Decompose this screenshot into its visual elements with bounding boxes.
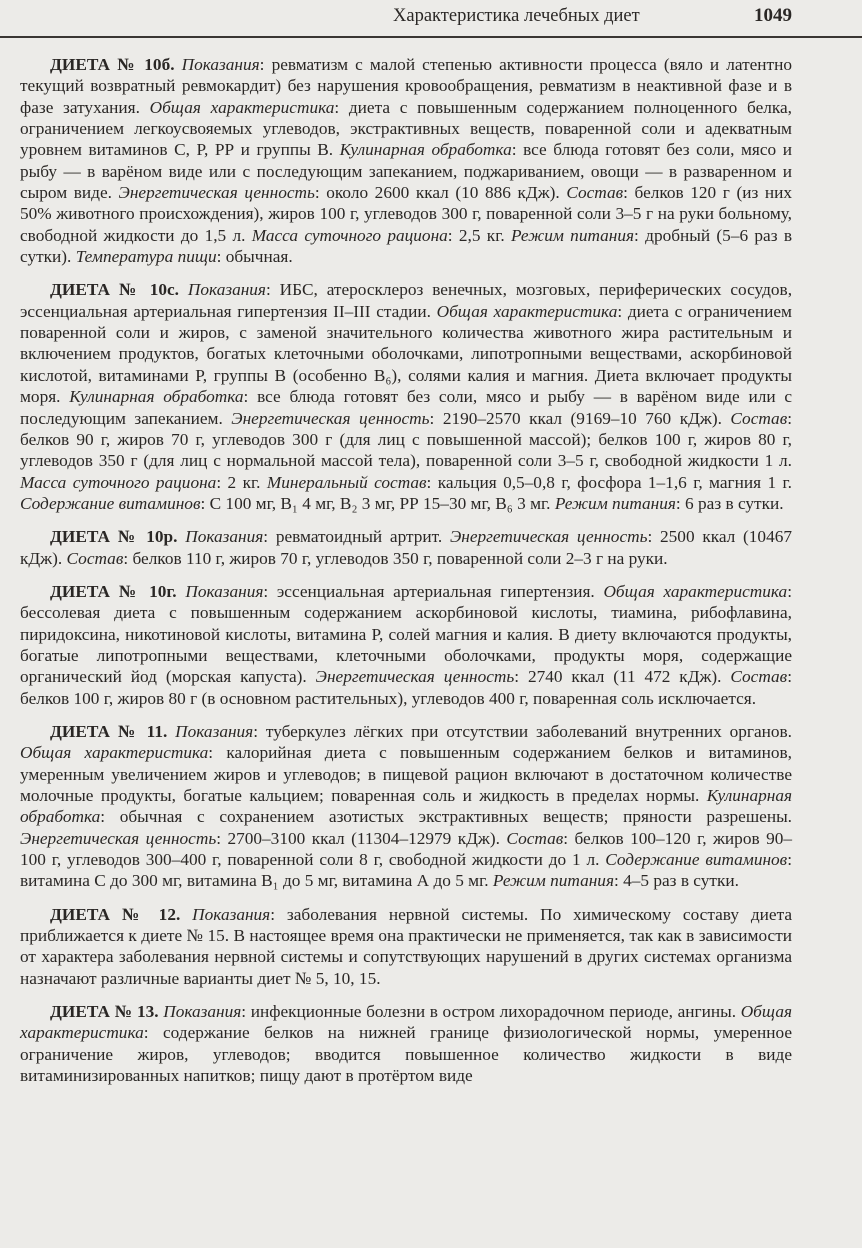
- field-text: около 2600 ккал (10 886 кДж).: [326, 183, 560, 203]
- field-label: Минеральный состав: [266, 472, 427, 492]
- field-label: Показания: [175, 721, 254, 741]
- field-text: 6 раз в сутки.: [685, 493, 784, 513]
- page-number: 1049: [754, 5, 792, 26]
- field-text: содержание белков на нижней границе физиологической нормы, умеренное ограничение жиров, углеводов; вводится повышенное количество жидкости в виде витаминизированных напитков; пищу дают в протёртом виде: [20, 1023, 792, 1086]
- field-label: Энергетическая ценность: [315, 667, 515, 687]
- field-text: белков 120 г (из них 50% животного происхождения), жиров 100 г, углеводов 300 г, поваренной соли 3–5 г на руки больному, свободной жидкости до 1,5 л.: [20, 183, 793, 245]
- diet-title: ДИЕТА № 10б.: [50, 55, 175, 74]
- diet-entry: ДИЕТА № 13. Показания: инфекционные болезни в остром лихорадочном периоде, ангины. Общая характеристика: содержание белков на нижней границе физиологической нормы, умеренное ограничение жиров, углеводов; вводится повышенное количество жидкости в виде витаминизированных напитков; пищу дают в протёртом виде: [20, 1002, 793, 1086]
- diet-entry: ДИЕТА № 11. Показания: туберкулез лёгких при отсутствии заболеваний внутренних органов. Общая характеристика: калорийная диета с повышенным содержанием белков и витаминов, умеренным увеличением жиров и углеводов; в пищевой рацион включают в достаточном количестве молочные продукты, богатые кальцием; поваренная соль и жидкость в пределах нормы. Кулинарная обработка: обычная с сохранением азотистых экстрактивных веществ; пряности разрешены. Энергетическая ценность: 2700–3100 ккал (11304–12979 кДж). Состав: белков 100–120 г, жиров 90–100 г, углеводов 300–400 г, поваренной соли 8 г, свободной жидкости до 1 л. Содержание витаминов: витамина С до 300 мг, витамина B₁ до 5 мг, витамина А до 5 мг. Режим питания: 4–5 раз в сутки.: [20, 721, 792, 891]
- field-label: Состав: [730, 667, 788, 687]
- field-label: Показания: [181, 55, 260, 74]
- field-text: бессолевая диета с повышенным содержанием аскорбиновой кислоты, тиамина, рибофлавина, пиридоксина, никотиновой кислоты, витамина Р, солей магния и калия. В диету включаются продукты, богатые липотропными веществами, клеточными оболочками, продукты моря, содержащие органический йод (морская капуста).: [20, 603, 792, 687]
- diet-title: ДИЕТА № 13.: [50, 1002, 159, 1022]
- field-text: С 100 мг, B₁ 4 мг, B₂ 3 мг, РР 15–30 мг, B₆ 3 мг.: [209, 493, 551, 513]
- field-label: Кулинарная обработка: [69, 387, 244, 407]
- field-label: Показания: [187, 280, 266, 300]
- field-label: Энергетическая ценность: [20, 828, 217, 848]
- field-text: 4–5 раз в сутки.: [623, 871, 739, 891]
- diet-title: ДИЕТА № 11.: [50, 721, 168, 741]
- field-text: все блюда готовят без соли, мясо и рыбу — в варёном виде или с последующим запеканием, поджариванием, овощи — в разваренном и сыром виде.: [20, 140, 792, 203]
- field-text: обычная.: [225, 247, 293, 267]
- field-text: кальция 0,5–0,8 г, фосфора 1–1,6 г, магния 1 г.: [437, 472, 792, 492]
- field-label: Общая характеристика: [20, 743, 209, 763]
- field-text: ревматоидный артрит.: [275, 527, 443, 547]
- field-text: белков 90 г, жиров 70 г, углеводов 300 г (для лиц с повышенной массой); белков 100 г, жиров 80 г, углеводов 350 г (для лиц с нормальной массой тела), поваренной соли 3–5 г, свободной жидкости 1 л.: [20, 429, 792, 471]
- page-body: [20, 54, 792, 1098]
- diet-title: ДИЕТА № 12.: [50, 904, 181, 924]
- diet-title: ДИЕТА № 10р.: [50, 527, 178, 547]
- field-label: Кулинарная обработка: [20, 786, 792, 827]
- diet-entry: ДИЕТА № 10г. Показания: эссенциальная артериальная гипертензия. Общая характеристика: бессолевая диета с повышенным содержанием аскорбиновой кислоты, тиамина, рибофлавина, пиридоксина, никотиновой кислоты, витамина Р, солей магния и калия. В диету включаются продукты, богатые липотропными веществами, клеточными оболочками, продукты моря, содержащие органический йод (морская капуста). Энергетическая ценность: 2740 ккал (11 472 кДж). Состав: белков 100 г, жиров 80 г (в основном растительных), углеводов 400 г, поваренная соль исключается.: [20, 581, 793, 708]
- field-text: калорийная диета с повышенным содержанием белков и витаминов, умеренным увеличением жиров и углеводов; в пищевой рацион включают в достаточном количестве молочные продукты, богатые кальцием; поваренная соль и жидкость в пределах нормы.: [20, 743, 792, 805]
- field-text: 2,5 кг.: [458, 225, 505, 245]
- field-text: 2700–3100 ккал (11304–12979 кДж).: [227, 828, 500, 848]
- field-text: 2 кг.: [227, 472, 261, 492]
- field-text: эссенциальная артериальная гипертензия.: [276, 581, 595, 601]
- field-text: витамина С до 300 мг, витамина B₁ до 5 мг, витамина А до 5 мг.: [20, 871, 489, 891]
- field-text: 2740 ккал (11 472 кДж).: [527, 667, 722, 687]
- field-label: Масса суточного рациона: [20, 472, 217, 492]
- field-text: белков 100–120 г, жиров 90–100 г, углеводов 300–400 г, поваренной соли 8 г, свободной жидкости до 1 л.: [20, 828, 792, 870]
- field-label: Содержание витаминов: [605, 850, 788, 870]
- field-text: туберкулез лёгких при отсутствии заболеваний внутренних органов.: [265, 721, 792, 741]
- field-label: Состав: [66, 548, 124, 568]
- field-text: диета с повышенным содержанием полноценного белка, ограничением легкоусвояемых углеводов, экстрактивных веществ, поваренной соли и адекватным уровнем витаминов С, Р, РР и группы В.: [20, 97, 792, 160]
- field-text: диета с ограничением поваренной соли и жиров, с заменой значительного количества животного жира растительным и включением продуктов, богатых клеточными оболочками, липотропными веществами, аскорбиновой кислотой, витаминами Р, группы В (особенно В₆), солями калия и магния. Диета включает продукты моря.: [20, 301, 792, 407]
- field-label: Общая характеристика: [20, 1002, 793, 1043]
- field-label: Показания: [163, 1002, 242, 1022]
- field-text: ревматизм с малой степенью активности процесса (вяло и латентно текущий возвратный ревмокардит) без нарушения кровообращения, ревматизм в неактивной фазе и в фазе затухания.: [20, 55, 792, 117]
- field-label: Состав: [566, 183, 624, 203]
- field-text: белков 110 г, жиров 70 г, углеводов 350 г, поваренной соли 2–3 г на руки.: [132, 548, 668, 568]
- field-text: заболевания нервной системы. По химическому составу диета приближается к диете № 15. В настоящее время она практически не применяется, так как в зависимости от характера заболевания нервной системы и сопутствующих нарушений в других системах организма назначают различные варианты диет № 5, 10, 15.: [20, 904, 792, 988]
- field-label: Кулинарная обработка: [339, 140, 512, 160]
- field-text: инфекционные болезни в остром лихорадочном периоде, ангины.: [250, 1002, 737, 1022]
- field-label: Состав: [506, 828, 564, 848]
- field-label: Показания: [185, 527, 264, 547]
- field-label: Общая характеристика: [149, 97, 335, 117]
- running-head: Характеристика лечебных диет: [393, 6, 640, 26]
- field-label: Энергетическая ценность: [118, 183, 315, 203]
- diet-title: ДИЕТА № 10с.: [50, 280, 180, 300]
- field-label: Содержание витаминов: [20, 493, 201, 513]
- diet-title: ДИЕТА № 10г.: [50, 581, 177, 601]
- field-label: Режим питания: [554, 493, 676, 513]
- field-text: 2500 ккал (10467 кДж).: [20, 527, 792, 568]
- field-text: все блюда готовят без соли, мясо и рыбу — в варёном виде или с последующим запеканием.: [20, 387, 793, 428]
- field-label: Энергетическая ценность: [449, 527, 648, 547]
- field-label: Общая характеристика: [603, 581, 788, 601]
- field-label: Показания: [185, 581, 264, 601]
- field-label: Показания: [192, 904, 271, 924]
- field-text: ИБС, атеросклероз венечных, мозговых, периферических сосудов, эссенциальная артериальная гипертензия II–III стадии.: [20, 280, 793, 321]
- field-text: дробный (5–6 раз в сутки).: [20, 225, 792, 267]
- field-label: Температура пищи: [75, 247, 217, 267]
- field-label: Состав: [730, 408, 788, 428]
- diet-entry: ДИЕТА № 10б. Показания: ревматизм с малой степенью активности процесса (вяло и латентно текущий возвратный ревмокардит) без нарушения кровообращения, ревматизм в неактивной фазе и в фазе затухания. Общая характеристика: диета с повышенным содержанием полноценного белка, ограничением легкоусвояемых углеводов, экстрактивных веществ, поваренной соли и адекватным уровнем витаминов С, Р, РР и группы В. Кулинарная обработка: все блюда готовят без соли, мясо и рыбу — в варёном виде или с последующим запеканием, поджариванием, овощи — в разваренном и сыром виде. Энергетическая ценность: около 2600 ккал (10 886 кДж). Состав: белков 120 г (из них 50% животного происхождения), жиров 100 г, углеводов 300 г, поваренной соли 3–5 г на руки больному, свободной жидкости до 1,5 л. Масса суточного рациона: 2,5 кг. Режим питания: дробный (5–6 раз в сутки). Температура пищи: обычная.: [20, 55, 793, 267]
- field-label: Энергетическая ценность: [231, 408, 430, 428]
- field-text: белков 100 г, жиров 80 г (в основном растительных), углеводов 400 г, поваренная соль исключается.: [20, 688, 757, 708]
- field-label: Масса суточного рациона: [251, 225, 448, 245]
- field-text: 2190–2570 ккал (9169–10 760 кДж).: [442, 408, 722, 428]
- field-label: Режим питания: [492, 871, 614, 891]
- field-label: Режим питания: [510, 225, 635, 245]
- diet-entry: ДИЕТА № 12. Показания: заболевания нервной системы. По химическому составу диета приближается к диете № 15. В настоящее время она практически не применяется, так как в зависимости от характера заболевания нервной системы и сопутствующих нарушений в других системах организма назначают различные варианты диет № 5, 10, 15.: [20, 904, 792, 988]
- diet-entry: ДИЕТА № 10р. Показания: ревматоидный артрит. Энергетическая ценность: 2500 ккал (10467 кДж). Состав: белков 110 г, жиров 70 г, углеводов 350 г, поваренной соли 2–3 г на руки.: [20, 527, 792, 568]
- diet-entry: ДИЕТА № 10с. Показания: ИБС, атеросклероз венечных, мозговых, периферических сосудов, эссенциальная артериальная гипертензия II–III стадии. Общая характеристика: диета с ограничением поваренной соли и жиров, с заменой значительного количества животного жира растительным и включением продуктов, богатых клеточными оболочками, липотропными веществами, аскорбиновой кислотой, витаминами Р, группы В (особенно В₆), солями калия и магния. Диета включает продукты моря. Кулинарная обработка: все блюда готовят без соли, мясо и рыбу — в варёном виде или с последующим запеканием. Энергетическая ценность: 2190–2570 ккал (9169–10 760 кДж). Состав: белков 90 г, жиров 70 г, углеводов 300 г (для лиц с повышенной массой); белков 100 г, жиров 80 г, углеводов 350 г (для лиц с нормальной массой тела), поваренной соли 3–5 г, свободной жидкости 1 л. Масса суточного рациона: 2 кг. Минеральный состав: кальция 0,5–0,8 г, фосфора 1–1,6 г, магния 1 г. Содержание витаминов: С 100 мг, B₁ 4 мг, B₂ 3 мг, РР 15–30 мг, B₆ 3 мг. Режим питания: 6 раз в сутки.: [20, 280, 793, 513]
- field-label: Общая характеристика: [436, 301, 618, 321]
- page-header: [0, 0, 862, 38]
- field-text: обычная с сохранением азотистых экстрактивных веществ; пряности разрешены.: [119, 807, 792, 827]
